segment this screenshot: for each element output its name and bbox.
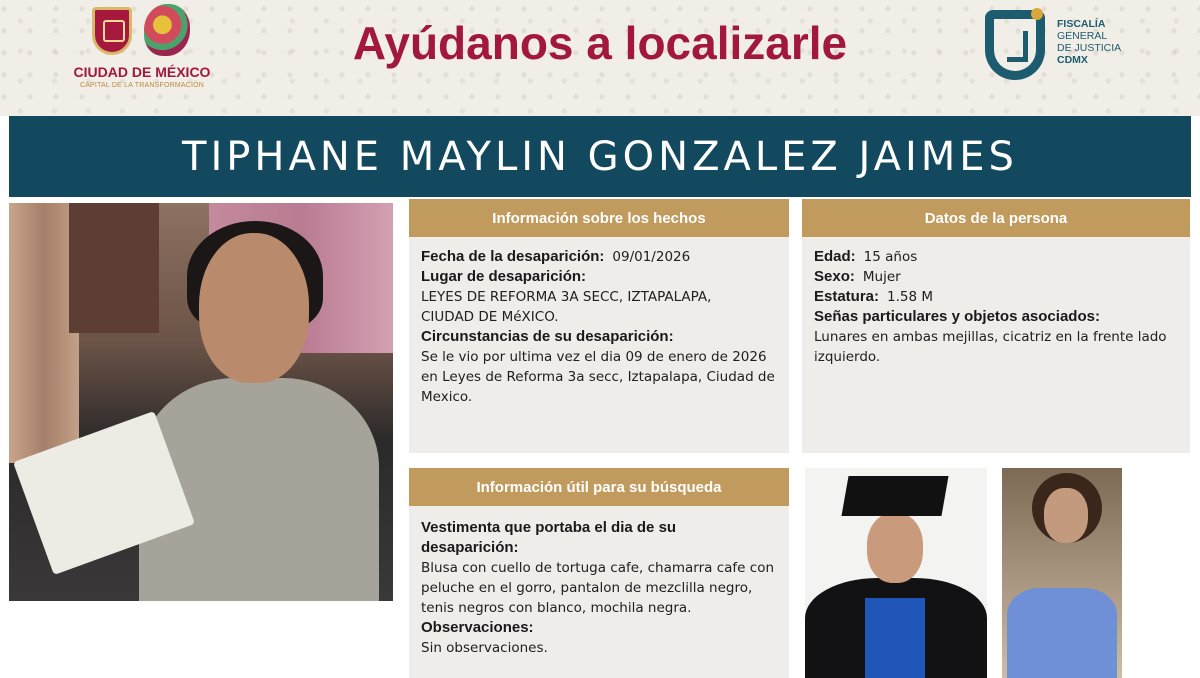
circ-label: Circunstancias de su desaparición: bbox=[421, 328, 674, 345]
header bbox=[0, 0, 1200, 116]
vest-label-1: Vestimenta que portaba el dia de su bbox=[421, 519, 677, 536]
circ-value-1: Se le vio por ultima vez el dia 09 de enero de 2026 bbox=[421, 349, 767, 365]
photo-dress bbox=[1007, 588, 1117, 678]
vest-label-2: desaparición: bbox=[421, 539, 519, 556]
circ-value-2: en Leyes de Reforma 3a secc, Iztapalapa, Ciudad de bbox=[421, 369, 775, 385]
lugar-value-2: CIUDAD DE MéXICO. bbox=[421, 309, 559, 325]
lugar-value-1: LEYES DE REFORMA 3A SECC, IZTAPALAPA, bbox=[421, 289, 712, 305]
photo-face bbox=[199, 233, 309, 383]
dress-photo bbox=[1002, 468, 1122, 678]
cdmx-name: CIUDAD DE MÉXICO bbox=[73, 64, 211, 80]
util-box bbox=[409, 468, 789, 678]
person-name: TIPHANE MAYLIN GONZALEZ JAIMES bbox=[182, 133, 1018, 180]
sexo-label: Sexo: bbox=[814, 268, 855, 285]
cdmx-logo bbox=[72, 4, 212, 94]
edad-label: Edad: bbox=[814, 248, 856, 265]
util-heading: Información útil para su búsqueda bbox=[409, 468, 789, 506]
util-body bbox=[409, 506, 789, 668]
photo-face-2 bbox=[867, 513, 923, 583]
fgj-logo bbox=[985, 8, 1145, 88]
fgj-line1: FISCALÍA bbox=[1057, 18, 1106, 30]
fgj-dot-icon bbox=[1031, 8, 1043, 20]
vest-value-3: tenis negros con blanco, mochila negra. bbox=[421, 600, 692, 616]
cdmx-subtitle: CAPITAL DE LA TRANSFORMACIÓN bbox=[79, 82, 205, 89]
photo-window bbox=[69, 203, 159, 333]
hechos-box bbox=[409, 199, 789, 453]
sexo-value: Mujer bbox=[862, 269, 901, 285]
fecha-value: 09/01/2026 bbox=[612, 249, 691, 265]
estatura-value: 1.58 M bbox=[887, 289, 934, 305]
senas-value-1: Lunares en ambas mejillas, cicatriz en la frente lado bbox=[814, 329, 1167, 345]
fgj-line2: GENERAL bbox=[1057, 30, 1108, 42]
graduation-cap-icon bbox=[841, 476, 948, 516]
fecha-row bbox=[421, 247, 777, 267]
fgj-mark-icon bbox=[985, 10, 1045, 80]
fecha-label: Fecha de la desaparición: bbox=[421, 248, 605, 265]
vest-value-1: Blusa con cuello de tortuga cafe, chamarra cafe con bbox=[421, 560, 775, 576]
graduation-photo bbox=[805, 468, 987, 678]
hechos-heading: Información sobre los hechos bbox=[409, 199, 789, 237]
persona-heading: Datos de la persona bbox=[802, 199, 1190, 237]
persona-box bbox=[802, 199, 1190, 453]
fgj-line4: CDMX bbox=[1057, 54, 1088, 66]
obs-value: Sin observaciones. bbox=[421, 640, 548, 656]
name-banner bbox=[9, 116, 1191, 197]
vest-value-2: peluche en el gorro, pantalon de mezclilla negro, bbox=[421, 580, 753, 596]
senas-label: Señas particulares y objetos asociados: bbox=[814, 308, 1100, 325]
senas-value-2: izquierdo. bbox=[814, 349, 881, 365]
estatura-label: Estatura: bbox=[814, 288, 880, 305]
edad-value: 15 años bbox=[863, 249, 918, 265]
cdmx-emblem-icon bbox=[144, 4, 190, 56]
fgj-line3: DE JUSTICIA bbox=[1057, 42, 1122, 54]
estatura-row bbox=[814, 287, 1178, 307]
edad-row bbox=[814, 247, 1178, 267]
sexo-row bbox=[814, 267, 1178, 287]
page-title: Ayúdanos a localizarle bbox=[352, 17, 848, 69]
photo-stole bbox=[865, 598, 925, 678]
persona-body bbox=[802, 237, 1190, 377]
cdmx-shield-icon bbox=[92, 7, 132, 55]
obs-label: Observaciones: bbox=[421, 619, 534, 636]
main-photo bbox=[9, 203, 393, 601]
fgj-text bbox=[1057, 18, 1121, 66]
lugar-label: Lugar de desaparición: bbox=[421, 268, 587, 285]
circ-value-3: Mexico. bbox=[421, 389, 473, 405]
photo-face-3 bbox=[1044, 488, 1088, 543]
hechos-body bbox=[409, 237, 789, 417]
